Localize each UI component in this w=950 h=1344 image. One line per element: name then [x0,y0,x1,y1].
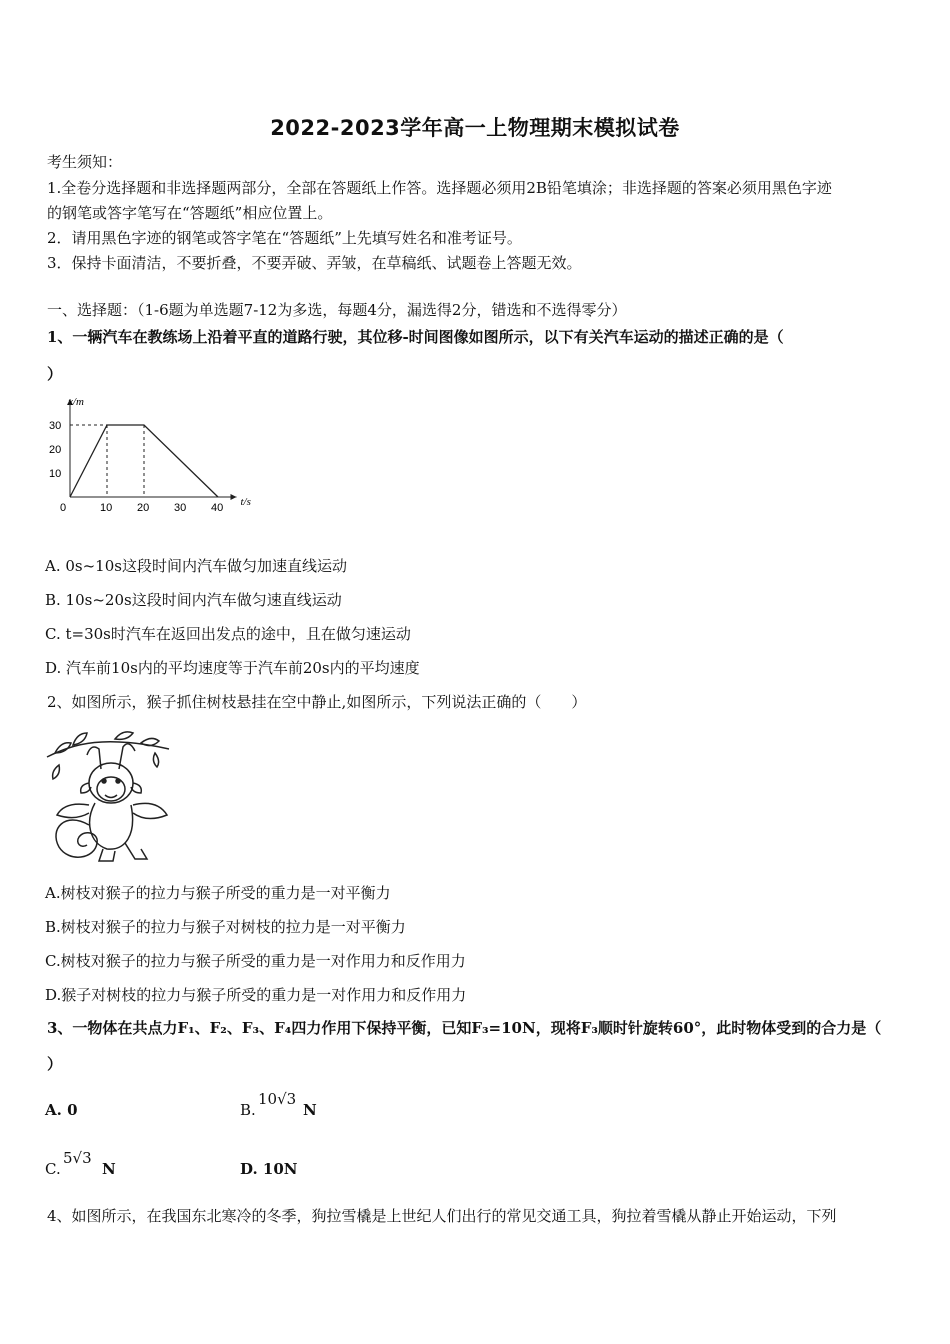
q3-option-d: D. 10N [240,1160,298,1178]
x-tick-label: 30 [174,502,187,514]
y-tick-label: 20 [49,444,62,456]
q1-option-c: C. t=30s时汽车在返回出发点的途中，且在做匀速运动 [45,625,411,643]
q2-option-a: A.树枝对猴子的拉力与猴子所受的重力是一对平衡力 [45,884,391,902]
x-tick-label: 20 [137,502,150,514]
x-tick-label: 0 [60,502,67,514]
q3-option-c-value: 5√3 [63,1149,92,1167]
notice-item-3: 3．保持卡面清洁，不要折叠，不要弄破、弄皱，在草稿纸、试题卷上答题无效。 [47,254,582,272]
notice-item-1b: 的钢笔或答字笔写在“答题纸”相应位置上。 [47,204,333,222]
y-tick-label: 10 [49,468,62,480]
q1-stem-close: ） [47,365,63,383]
q1-option-a: A. 0s~10s这段时间内汽车做匀加速直线运动 [45,557,347,575]
q2-option-d: D.猴子对树枝的拉力与猴子所受的重力是一对作用力和反作用力 [45,986,467,1004]
q3-option-c-unit: N [102,1160,116,1178]
x-axis-label: t/s [240,496,251,508]
q3-option-b-unit: N [303,1101,317,1119]
x-tick-label: 10 [100,502,113,514]
x-tick-label: 40 [211,502,224,514]
q3-option-b-label: B. [240,1101,256,1119]
q3-option-b-value: 10√3 [258,1090,297,1108]
q3-option-b [240,1100,256,1120]
q2-option-c: C.树枝对猴子的拉力与猴子所受的重力是一对作用力和反作用力 [45,952,466,970]
page-title: 2022-2023学年高一上物理期末模拟试卷 [270,116,680,140]
q1-option-b: B. 10s~20s这段时间内汽车做匀速直线运动 [45,591,342,609]
q3-option-c-label: C. [45,1160,61,1178]
q2-stem: 2、如图所示，猴子抓住树枝悬挂在空中静止,如图所示，下列说法正确的（ ） [47,693,587,711]
q1-option-d: D. 汽车前10s内的平均速度等于汽车前20s内的平均速度 [45,659,420,677]
notice-heading: 考生须知： [47,153,123,171]
q3-stem-close: ） [47,1055,63,1073]
q3-option-c [45,1159,61,1179]
notice-item-2: 2．请用黑色字迹的钢笔或答字笔在“答题纸”上先填写姓名和准考证号。 [47,229,522,247]
q4-stem: 4、如图所示，在我国东北寒冷的冬季，狗拉雪橇是上世纪人们出行的常见交通工具，狗拉着雪橇从静止开始运动，下列 [47,1207,837,1225]
y-tick-label: 30 [49,420,62,432]
notice-item-1a: 1.全卷分选择题和非选择题两部分，全部在答题纸上作答。选择题必须用2B铅笔填涂；非选择题的答案必须用黑色字迹 [47,179,832,197]
xt-graph [45,392,260,517]
x-axis-arrow [231,494,237,500]
q3-option-a: A. 0 [45,1101,78,1119]
q1-stem: 1、一辆汽车在教练场上沿着平直的道路行驶，其位移-时间图像如图所示，以下有关汽车运动的描述正确的是（ [47,328,784,346]
q2-option-b: B.树枝对猴子的拉力与猴子对树枝的拉力是一对平衡力 [45,918,406,936]
q3-stem: 3、一物体在共点力F₁、F₂、F₃、F₄四力作用下保持平衡，已知F₃=10N，现将F₃顺时针旋转60°，此时物体受到的合力是（ [47,1019,882,1037]
monkey-illustration [45,725,170,865]
y-axis-label: x/m [68,396,84,408]
section-heading: 一、选择题：（1-6题为单选题7-12为多选，每题4分，漏选得2分，错选和不选得零分） [47,301,627,319]
